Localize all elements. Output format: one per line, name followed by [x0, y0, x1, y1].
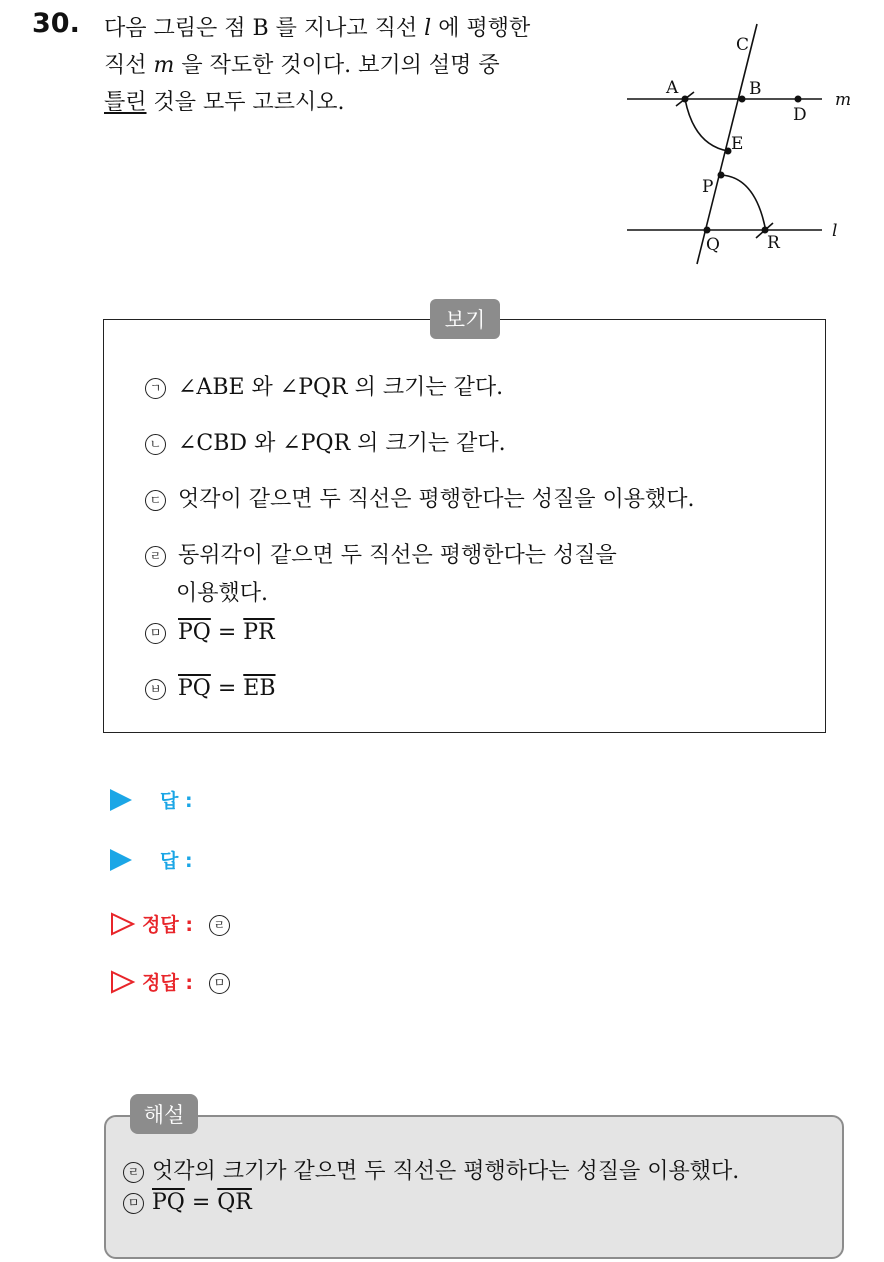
explanation-title: 해설 [130, 1094, 198, 1134]
label-a: A [666, 78, 679, 98]
label-m: m [835, 90, 852, 110]
option-mark: ㅂ [145, 679, 166, 700]
option-mark: ㄴ [145, 434, 166, 455]
option-mark: ㅁ [145, 623, 166, 644]
point-b [739, 96, 746, 103]
option-5: ㅁ $\overline{PQ} = \overline{PR}$ [145, 620, 275, 645]
point-q [704, 227, 711, 234]
correct-answer-2: 정답 : ㅁ [110, 968, 242, 995]
explanation-box [104, 1115, 844, 1259]
option-3: ㄷ 엇각이 같으면 두 직선은 평행한다는 성질을 이용했다. [145, 482, 695, 513]
bogi-title: 보기 [430, 299, 500, 339]
label-b: B [749, 79, 762, 99]
option-4-cont: 이용했다. [176, 581, 269, 606]
label-e: E [731, 134, 744, 154]
option-6: ㅂ $\overline{PQ} = \overline{EB}$ [145, 676, 276, 701]
explanation-mark: ㄹ [123, 1162, 144, 1183]
explanation-line-1: ㄹ 엇각의 크기가 같으면 두 직선은 평행하다는 성질을 이용했다. [123, 1154, 739, 1185]
label-c: C [736, 35, 750, 55]
play-arrow-icon [110, 849, 132, 871]
play-arrow-icon [110, 789, 132, 811]
option-1: ㄱ ∠ABE 와 ∠PQR 의 크기는 같다. [145, 370, 503, 401]
option-mark: ㄱ [145, 378, 166, 399]
answer-blank-2: 답 : [110, 846, 193, 873]
label-d: D [793, 105, 807, 125]
option-4: ㄹ 동위각이 같으면 두 직선은 평행한다는 성질을 [145, 538, 617, 569]
point-p [718, 172, 725, 179]
var-l: l [424, 16, 432, 41]
label-l: l [832, 221, 838, 241]
question-number: 30. [32, 8, 80, 39]
point-d [795, 96, 802, 103]
option-mark: ㄹ [145, 546, 166, 567]
var-m: m [153, 53, 175, 78]
construction-figure [610, 20, 884, 270]
option-mark: ㄷ [145, 490, 166, 511]
outline-arrow-icon [110, 970, 136, 994]
underlined-word: 틀린 [104, 90, 147, 115]
correct-answer-1: 정답 : ㄹ [110, 910, 242, 937]
arc-top [685, 99, 728, 151]
outline-arrow-icon [110, 912, 136, 936]
answer-mark: ㅁ [209, 973, 230, 994]
option-2: ㄴ ∠CBD 와 ∠PQR 의 크기는 같다. [145, 426, 506, 457]
answer-mark: ㄹ [209, 915, 230, 936]
point-a [682, 96, 689, 103]
explanation-line-2: ㅁ $\overline{PQ} = \overline{QR}$ [123, 1190, 252, 1215]
answer-blank-1: 답 : [110, 786, 193, 813]
label-q: Q [706, 235, 720, 255]
label-p: P [702, 177, 714, 197]
label-r: R [767, 233, 780, 253]
arc-bottom [721, 175, 766, 232]
explanation-mark: ㅁ [123, 1193, 144, 1214]
question-text: 다음 그림은 점 B 를 지나고 직선 l 에 평행한 직선 m 을 작도한 것이다. 보기의 설명 중 틀린 것을 모두 고르시오. [104, 16, 531, 115]
